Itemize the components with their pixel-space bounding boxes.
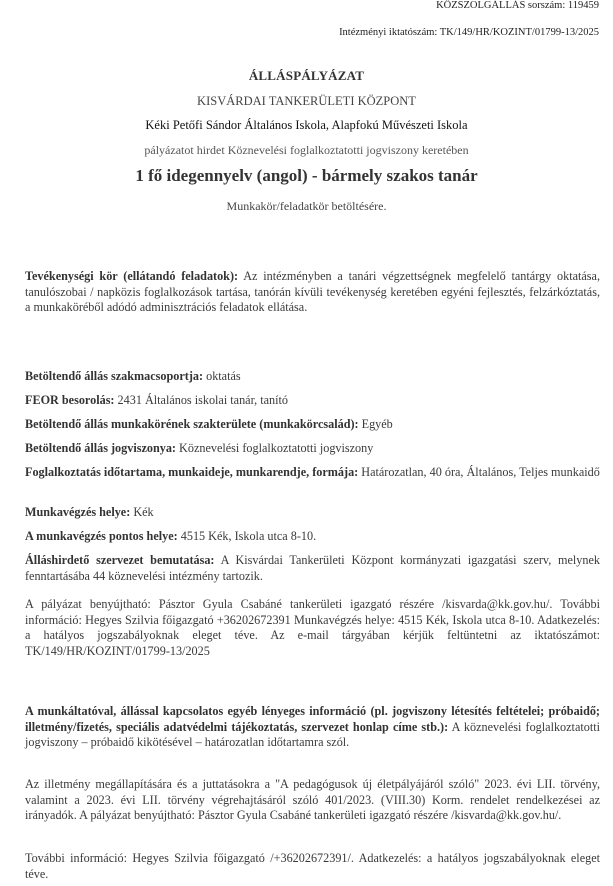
duties-section	[25, 269, 600, 316]
job-family-section	[25, 417, 600, 433]
employer-intro-value: A Kisvárdai Tankerületi Központ kormányzati igazgatási szerv, melynek fenntartásába 44 köznevelési intézmény tartozik.	[25, 553, 600, 583]
job-family-value: Egyéb	[358, 417, 393, 431]
contact-value: További információ: Hegyes Szilvia főigazgató /+36202672391/. Adatkezelés: a hatályos jogszabályoknak eleget téve.	[25, 851, 600, 881]
salary-value: Az illetmény megállapítására és a juttatásokra a "A pedagógusok új életpályájáról szóló" 2023. évi LII. törvény, valamint a 2023. évi LII. törvény végrehajtásáról szóló 401/2023. (VIII.30) Korm. rendelet rendelkezései az irányadók. A pályázat benyújtható: Pásztor Gyula Csabáné tankerületi igazgató részére /kisvarda@kk.gov.hu/.	[25, 777, 600, 822]
work-place-section	[25, 505, 600, 521]
contact-section	[25, 851, 600, 882]
job-group-section	[25, 369, 600, 385]
schedule-section	[25, 465, 600, 481]
feor-section	[25, 393, 600, 409]
feor-label: FEOR besorolás:	[25, 393, 115, 407]
schedule-value: Határozatlan, 40 óra, Általános, Teljes munkaidő	[358, 465, 600, 479]
organization-name: KISVÁRDAI TANKERÜLETI KÖZPONT	[197, 94, 416, 108]
employment-type-section	[25, 441, 600, 457]
other-info-value: A köznevelési foglalkoztatotti jogviszony – próbaidő kikötésével – határozatlan időtartamra szól.	[25, 719, 600, 749]
salary-section	[25, 777, 600, 824]
other-info-label: A munkáltatóval, állással kapcsolatos egyéb lényeges információ (pl. jogviszony létesítés feltételei; próbaidő; illetmény/fizetés, speciális adatvédelmi tájékoztatás, szervezet honlap címe stb.):	[25, 704, 600, 734]
work-address-value: 4515 Kék, Iskola utca 8-10.	[177, 529, 317, 543]
other-info-section	[25, 704, 600, 751]
school-name: Kéki Petőfi Sándor Általános Iskola, Alapfokú Művészeti Iskola	[145, 118, 468, 132]
job-family-label: Betöltendő állás munkakörének szakterülete (munkakörcsalád):	[25, 417, 359, 431]
serial-number: KÖZSZOLGÁLLÁS sorszám: 119459	[436, 0, 599, 11]
schedule-label: Foglalkoztatás időtartama, munkaideje, munkarendje, formája:	[25, 465, 359, 479]
application-info-value: A pályázat benyújtható: Pásztor Gyula Csabáné tankerületi igazgató részére /kisvarda@kk.gov.hu/. További információ: Hegyes Szilvia főigazgató +36202672391 Munkavégzés helye: 4515 Kék, Iskola utca 8-10. Adatkezelés: a hatályos jogszabályoknak eleget téve. Az e-mail tárgyában kérjük feltüntetni az iktatószámot: TK/149/HR/KOZINT/01799-13/2025	[25, 597, 600, 658]
work-place-value: Kék	[130, 505, 154, 519]
employment-type-value: Köznevelési foglalkoztatotti jogviszony	[176, 441, 374, 455]
work-address-label: A munkavégzés pontos helye:	[25, 529, 178, 543]
application-info-section	[25, 597, 600, 659]
employment-type-label: Betöltendő állás jogviszonya:	[25, 441, 176, 455]
registry-number: Intézményi iktatószám: TK/149/HR/KOZINT/01799-13/2025	[339, 27, 599, 38]
job-group-label: Betöltendő állás szakmacsoportja:	[25, 369, 204, 383]
feor-value: 2431 Általános iskolai tanár, tanító	[114, 393, 288, 407]
purpose-line: Munkakör/feladatkör betöltésére.	[226, 199, 387, 213]
duties-label: Tevékenységi kör (ellátandó feladatok):	[25, 269, 239, 283]
employer-intro-label: Álláshirdető szervezet bemutatása:	[25, 553, 215, 567]
position-title: 1 fő idegennyelv (angol) - bármely szakos tanár	[135, 166, 478, 185]
announcement-line: pályázatot hirdet Köznevelési foglalkoztatotti jogviszony keretében	[144, 143, 469, 157]
work-place-label: Munkavégzés helye:	[25, 505, 131, 519]
job-group-value: oktatás	[203, 369, 241, 383]
work-address-section	[25, 529, 600, 545]
duties-value: Az intézményben a tanári végzettségnek megfelelő tantárgy oktatása, tanulószobai / napközis foglalkozások tartása, tanórán kívüli tevékenység keretében egyéni fejlesztés, felzárkóztatás, a munkaköréből adódó adminisztrációs feladatok ellátása.	[25, 269, 600, 314]
employer-intro-section	[25, 553, 600, 584]
document-title: ÁLLÁSPÁLYÁZAT	[248, 68, 365, 83]
